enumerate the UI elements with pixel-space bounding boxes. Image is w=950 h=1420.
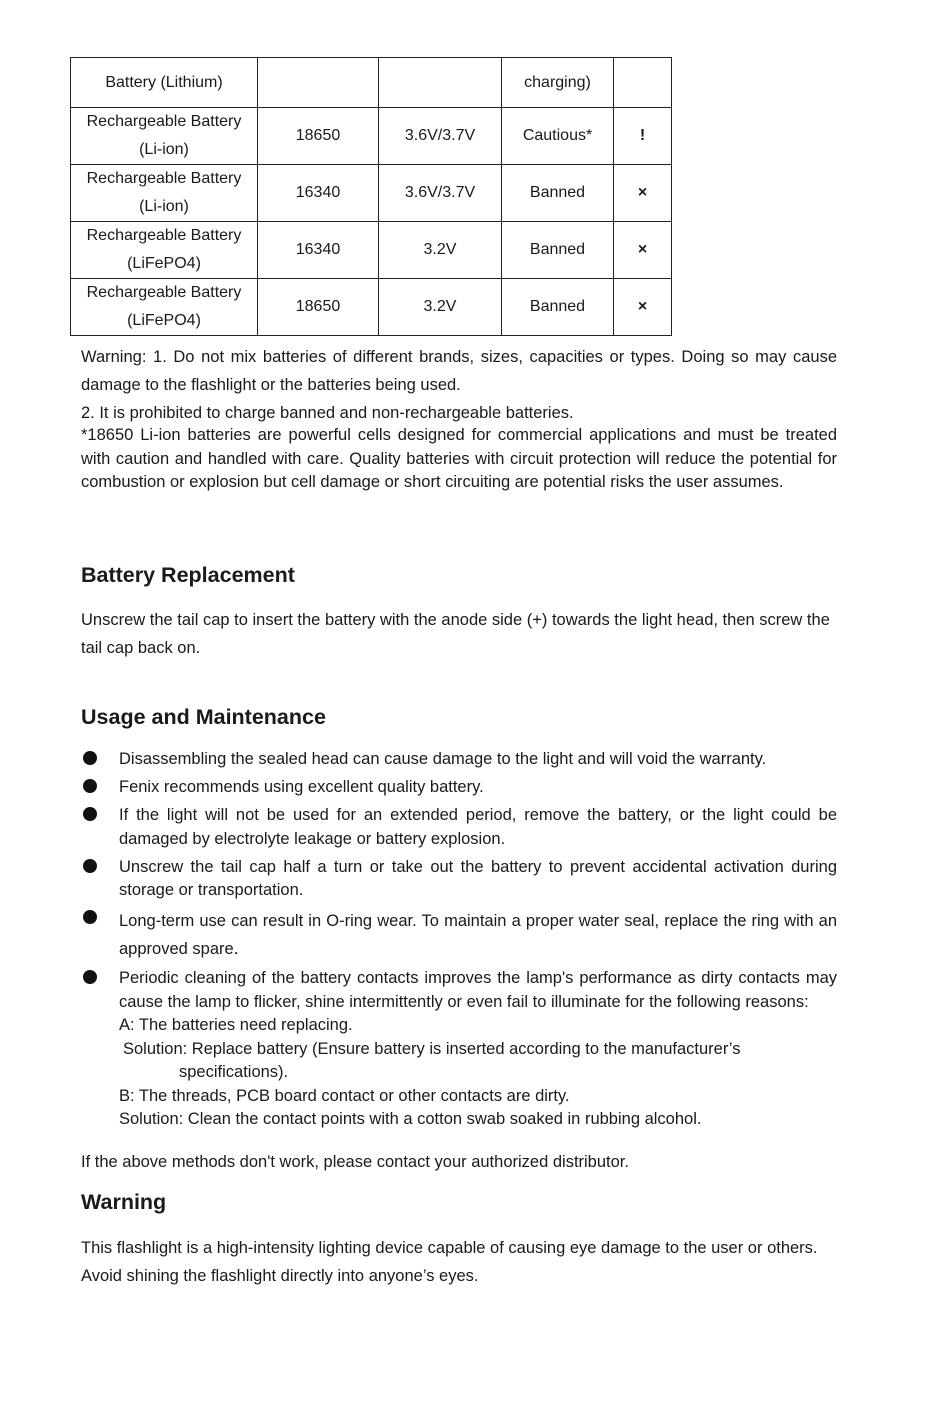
- table-cell-status: Banned: [502, 222, 614, 279]
- bullet-icon: [83, 970, 97, 984]
- battery-warning-note: *18650 Li-ion batteries are powerful cells designed for commercial applications and must be treated with caution and handled with care. Quality batteries with circuit protection will reduce the potential for combustion or explosion but cell damage or short circuiting are potential risks the user assumes.: [81, 426, 837, 491]
- warning-text: This flashlight is a high-intensity lighting device capable of causing eye damage to the user or others. Avoid shining the flashlight directly into anyone’s eyes.: [81, 1239, 818, 1285]
- type-line-1: Rechargeable Battery: [86, 227, 242, 244]
- banned-icon: ×: [614, 165, 672, 222]
- type-line-1: Rechargeable Battery: [86, 113, 242, 130]
- table-row: [71, 222, 672, 279]
- caution-icon: !: [614, 108, 672, 165]
- solution-a: Solution: Replace battery (Ensure battery is inserted according to the manufacturer’s: [123, 1039, 741, 1058]
- solution-b: Solution: Clean the contact points with a cotton swab soaked in rubbing alcohol.: [119, 1110, 702, 1128]
- list-item: [81, 967, 837, 1132]
- list-item-text: Fenix recommends using excellent quality battery.: [119, 778, 484, 796]
- table-cell-symbol: [614, 58, 672, 108]
- contact-distributor-text: If the above methods don't work, please contact your authorized distributor.: [81, 1153, 629, 1171]
- list-item: [81, 748, 837, 772]
- table-cell-type: [71, 165, 258, 222]
- list-item-text: If the light will not be used for an extended period, remove the battery, or the light could be damaged by electrolyte leakage or battery explosion.: [119, 806, 837, 848]
- table-row: [71, 108, 672, 165]
- list-item: [81, 776, 837, 800]
- table-cell-status: Cautious*: [502, 108, 614, 165]
- table-cell-size: 16340: [258, 165, 379, 222]
- bullet-icon: [83, 807, 97, 821]
- table-cell-type: [71, 222, 258, 279]
- table-cell-size: 18650: [258, 108, 379, 165]
- type-line-1: Rechargeable Battery: [86, 170, 242, 187]
- table-cell-size: 16340: [258, 222, 379, 279]
- table-cell-status: charging): [502, 58, 614, 108]
- table-cell-status: Banned: [502, 165, 614, 222]
- type-line-2: (Li-ion): [139, 141, 189, 158]
- type-line-2: (Li-ion): [139, 198, 189, 215]
- table-row: [71, 165, 672, 222]
- table-cell-size: 18650: [258, 279, 379, 336]
- list-item-text: Disassembling the sealed head can cause damage to the light and will void the warranty.: [119, 750, 767, 768]
- type-line-2: (LiFePO4): [127, 255, 201, 272]
- battery-replacement-heading: Battery Replacement: [81, 563, 295, 587]
- table-cell-status: Banned: [502, 279, 614, 336]
- table-cell-voltage: 3.6V/3.7V: [379, 108, 502, 165]
- table-cell-size: [258, 58, 379, 108]
- warning-heading: Warning: [81, 1190, 167, 1214]
- table-cell-voltage: 3.2V: [379, 279, 502, 336]
- table-cell-type: Battery (Lithium): [71, 58, 258, 108]
- battery-warning-1: Warning: 1. Do not mix batteries of different brands, sizes, capacities or types. Doing so may cause damage to the flashlight or the batteries being used.: [81, 348, 837, 394]
- table-cell-type: [71, 279, 258, 336]
- list-item: [81, 856, 837, 903]
- list-item-text: Unscrew the tail cap half a turn or take out the battery to prevent accidental activation during storage or transportation.: [119, 857, 837, 899]
- list-item: [81, 804, 837, 851]
- bullet-icon: [83, 859, 97, 873]
- table-cell-voltage: 3.6V/3.7V: [379, 165, 502, 222]
- banned-icon: ×: [614, 222, 672, 279]
- type-line-1: Rechargeable Battery: [86, 284, 242, 301]
- list-item: [81, 907, 837, 963]
- table-cell-type: [71, 108, 258, 165]
- table-cell-voltage: [379, 58, 502, 108]
- bullet-icon: [83, 751, 97, 765]
- table-row: [71, 279, 672, 336]
- table-row: [71, 58, 672, 108]
- battery-compatibility-table: [70, 57, 672, 336]
- bullet-icon: [83, 910, 97, 924]
- type-line-2: (LiFePO4): [127, 312, 201, 329]
- solution-a-continued: specifications).: [179, 1063, 289, 1081]
- battery-replacement-text: Unscrew the tail cap to insert the battery with the anode side (+) towards the light head, then screw the tail cap back on.: [81, 611, 830, 657]
- battery-warning-2: 2. It is prohibited to charge banned and non-rechargeable batteries.: [81, 404, 574, 422]
- reason-b: B: The threads, PCB board contact or other contacts are dirty.: [119, 1086, 570, 1105]
- usage-list: [81, 748, 837, 1132]
- reason-a: A: The batteries need replacing.: [119, 1016, 353, 1034]
- list-item-text: Long-term use can result in O-ring wear. To maintain a proper water seal, replace the ring with an approved spare．: [119, 912, 837, 958]
- table-cell-voltage: 3.2V: [379, 222, 502, 279]
- banned-icon: ×: [614, 279, 672, 336]
- usage-heading: Usage and Maintenance: [81, 705, 326, 729]
- bullet-icon: [83, 779, 97, 793]
- list-item-text: Periodic cleaning of the battery contacts improves the lamp's performance as dirty contacts may cause the lamp to flicker, shine intermittently or even fail to illuminate for the following reasons:: [119, 969, 837, 1011]
